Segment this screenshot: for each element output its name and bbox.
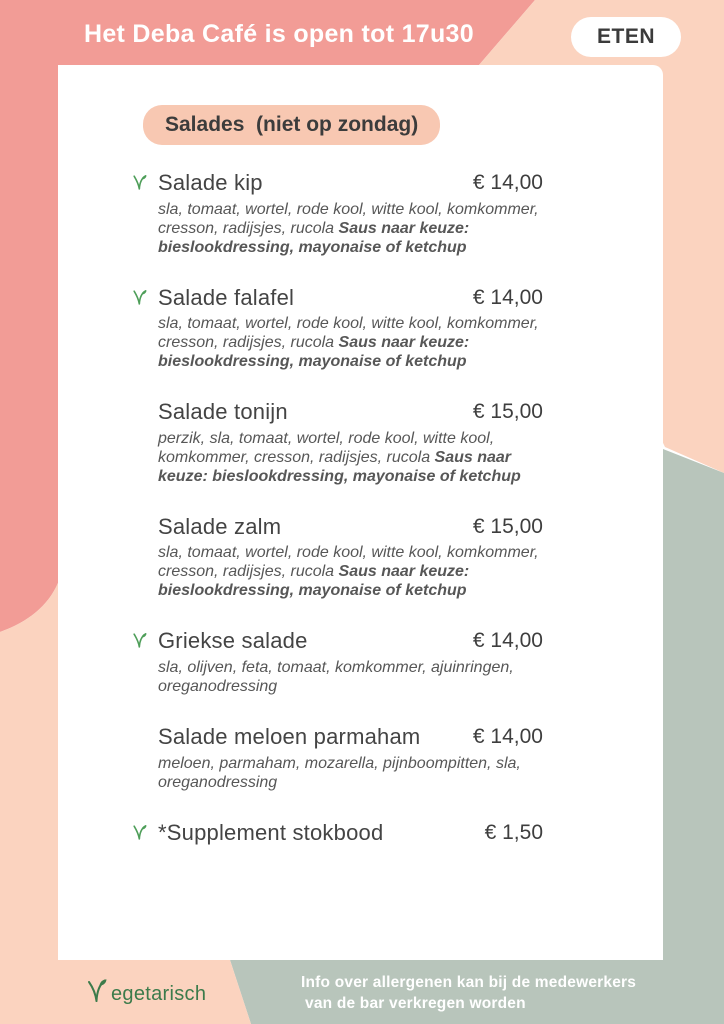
item-price: € 14,00 — [472, 724, 543, 748]
item-description: meloen, parmaham, mozarella, pijnboompitten, sla, oreganodressing — [158, 754, 521, 791]
vegetarian-sprout-icon — [131, 284, 158, 307]
item-name: Salade kip — [158, 170, 263, 195]
item-price: € 1,50 — [484, 820, 543, 844]
sauce-note: Saus naar keuze: bieslookdressing, mayonaise of ketchup — [158, 334, 470, 371]
item-description: perzik, sla, tomaat, wortel, rode kool, witte kool, komkommer, cresson, radijsjes, rucola Saus naar keuze: bieslookdressing, mayonaise of ketchup — [158, 429, 521, 485]
item-description: sla, tomaat, wortel, rode kool, witte kool, komkommer, cresson, radijsjes, rucola Saus naar keuze: bieslookdressing, mayonaise of ketchup — [158, 315, 539, 371]
sauce-note: Saus naar keuze: bieslookdressing, mayonaise of ketchup — [158, 448, 521, 485]
allergen-info — [301, 972, 646, 1014]
page-title: Het Deba Café is open tot 17u30 — [84, 20, 474, 48]
vegetarian-sprout-icon — [131, 819, 158, 842]
menu-item — [131, 169, 543, 257]
item-name: Salade falafel — [158, 284, 295, 310]
menu-item — [131, 723, 543, 792]
eten-nav-button[interactable]: ETEN — [571, 17, 681, 57]
sauce-note: Saus naar keuze: bieslookdressing, mayonaise of ketchup — [158, 563, 470, 600]
item-name: *Supplement stokbood — [158, 819, 384, 845]
item-price: € 14,00 — [472, 629, 543, 653]
menu-item — [131, 398, 543, 486]
allergen-info-line1: Info over allergenen kan bij de medewerkers — [301, 974, 637, 991]
item-name: Salade meloen parmaham — [158, 723, 421, 749]
item-name: Griekse salade — [158, 628, 308, 654]
item-price: € 15,00 — [472, 514, 543, 538]
vegetarisch-legend — [86, 976, 206, 1006]
menu-item — [131, 513, 543, 601]
sauce-note: Saus naar keuze: bieslookdressing, mayonaise of ketchup — [158, 219, 470, 256]
menu-card — [58, 65, 663, 960]
item-name: Salade tonijn — [158, 399, 288, 425]
item-description: sla, tomaat, wortel, rode kool, witte kool, komkommer, cresson, radijsjes, rucola Saus naar keuze: bieslookdressing, mayonaise of ketchup — [158, 544, 539, 600]
menu-item — [131, 819, 543, 848]
item-price: € 14,00 — [472, 285, 543, 309]
menu-item — [131, 284, 543, 372]
item-description: sla, olijven, feta, tomaat, komkommer, ajuinringen, oreganodressing — [158, 658, 514, 695]
sprout-v-icon — [86, 976, 111, 1004]
section-title: Salades (niet op zondag) — [143, 105, 440, 145]
legend-label: egetarisch — [111, 983, 207, 1005]
item-name: Salade zalm — [158, 513, 282, 539]
menu-items — [131, 169, 543, 847]
item-price: € 15,00 — [472, 400, 543, 424]
menu-item — [131, 627, 543, 696]
item-description: sla, tomaat, wortel, rode kool, witte kool, komkommer, cresson, radijsjes, rucola Saus naar keuze: bieslookdressing, mayonaise of ketchup — [158, 200, 539, 256]
vegetarian-sprout-icon — [131, 169, 158, 192]
vegetarian-sprout-icon — [131, 627, 158, 650]
item-price: € 14,00 — [472, 171, 543, 194]
allergen-info-line2: van de bar verkregen worden — [305, 995, 526, 1012]
